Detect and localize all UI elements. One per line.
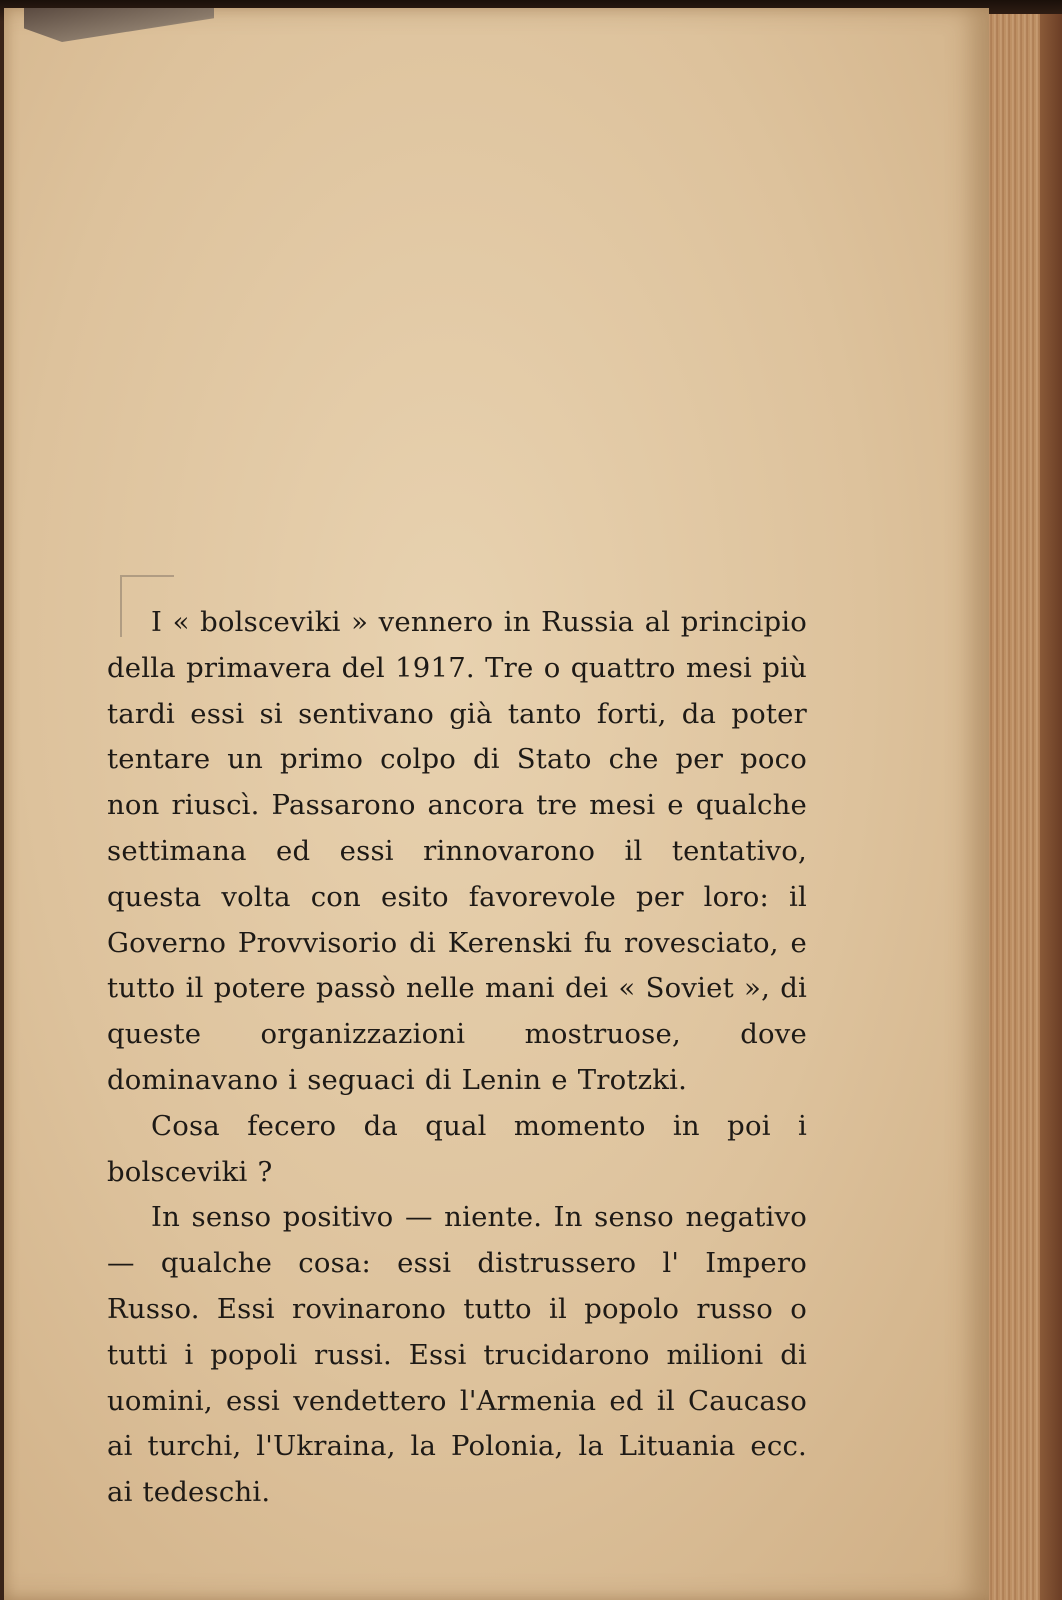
paragraph-3: In senso positivo — niente. In senso negativo — qualche cosa: essi distrussero l' Impero Russo. Essi rovinarono tutto il popolo russo o tutti i popoli russi. Essi trucidarono milioni di uomini, essi vendettero l'Armenia ed il Caucaso ai turchi, l'Ukraina, la Polonia, la Lituania ecc. ai tedeschi.: [107, 1201, 807, 1509]
body-text: [107, 600, 807, 1516]
book-cover-edge: [1040, 14, 1062, 1600]
paragraph-1: I « bolsceviki » vennero in Russia al principio della primavera del 1917. Tre o quattro mesi più tardi essi si sentivano già tanto forti, da poter tentare un primo colpo di Stato che per poco non riuscì. Passarono ancora tre mesi e qualche settimana ed essi rinnovarono il tentativo, questa volta con esito favorevole per loro: il Governo Provvisorio di Kerenski fu rovesciato, e tutto il potere passò nelle mani dei « Soviet », di queste organizzazioni mostruose, dove dominavano i seguaci di Lenin e Trotzki.: [107, 606, 807, 1096]
page-corner-fold: [24, 8, 214, 42]
paragraph-2: Cosa fecero da qual momento in poi i bolsceviki ?: [107, 1109, 807, 1188]
